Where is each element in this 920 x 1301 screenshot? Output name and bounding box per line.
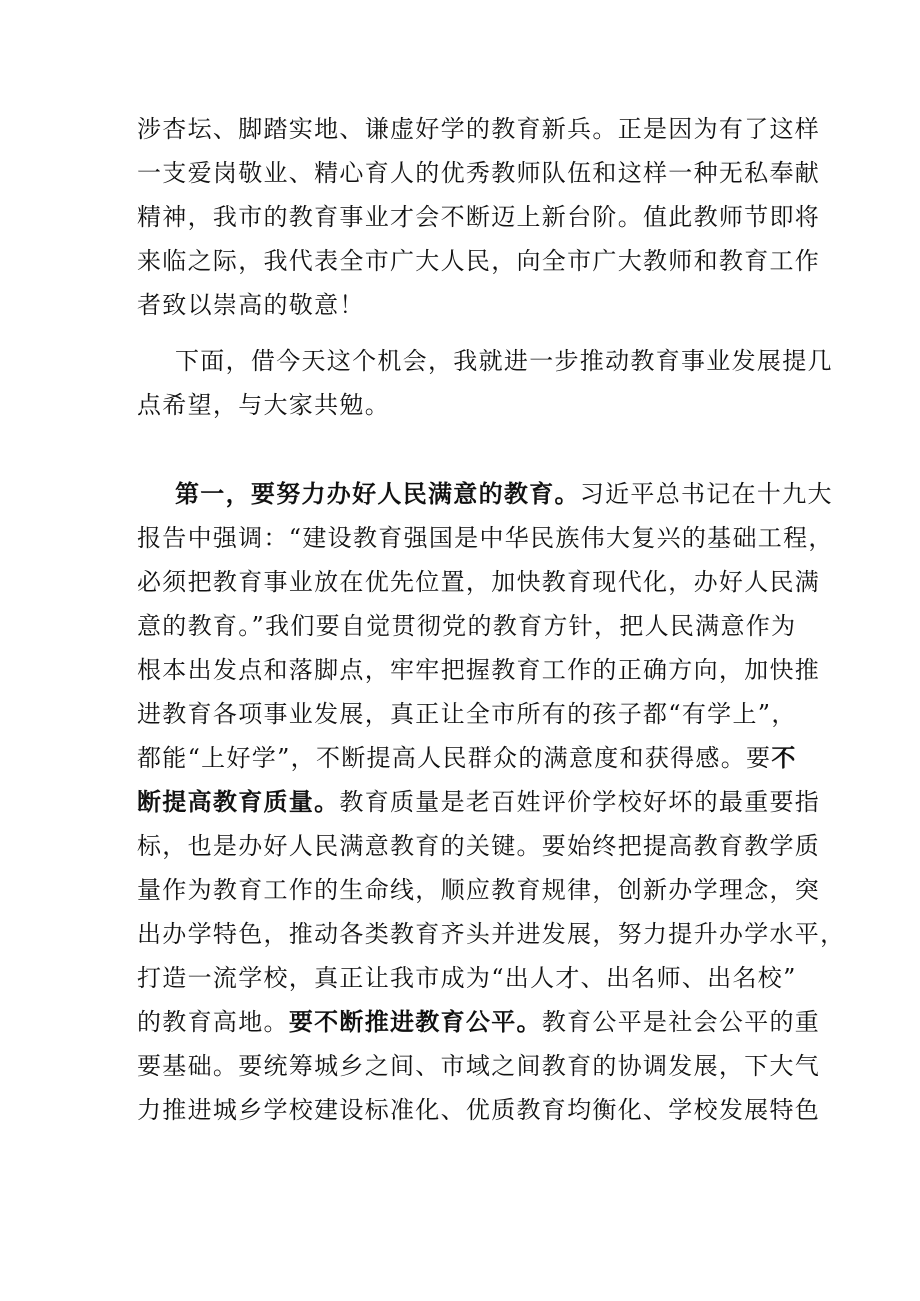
text-line: 出办学特色，推动各类教育齐头并进发展，努力提升办学水平， xyxy=(137,920,846,948)
text-line: 要基础。要统筹城乡之间、市域之间教育的协调发展，下大气 xyxy=(137,1052,821,1080)
text-line xyxy=(137,1000,821,1044)
text-span: 教育公平是社会公平的重 xyxy=(541,1008,821,1036)
text-line: 标，也是办好人民满意教育的关键。要始终把提高教育教学质 xyxy=(137,832,821,860)
text-line: 根本出发点和落脚点，牢牢把握教育工作的正确方向，加快推 xyxy=(137,656,821,684)
text-line: 量作为教育工作的生命线，顺应教育规律，创新办学理念，突 xyxy=(137,876,821,904)
text-span: 习近平总书记在十九大 xyxy=(579,480,833,508)
heading-point-one: 第一，要努力办好人民满意的教育。 xyxy=(175,480,580,508)
text-span: 教育质量是老百姓评价学校好坏的最重要指 xyxy=(339,788,821,816)
text-line xyxy=(137,736,797,780)
text-line: 力推进城乡学校建设标准化、优质教育均衡化、学校发展特色 xyxy=(137,1096,821,1124)
text-line: 来临之际，我代表全市广大人民，向全市广大教师和教育工作 xyxy=(137,247,821,275)
text-line: 一支爱岗敬业、精心育人的优秀教师队伍和这样一种无私奉献 xyxy=(137,159,821,187)
bold-phrase: 不 xyxy=(771,744,797,772)
text-line: 报告中强调：“建设教育强国是中华民族伟大复兴的基础工程， xyxy=(137,524,834,552)
text-line: 者致以崇高的敬意！ xyxy=(137,291,365,319)
text-line: 打造一流学校，真正让我市成为“出人才、出名师、出名校” xyxy=(137,964,797,992)
text-line xyxy=(137,780,821,824)
text-line: 精神，我市的教育事业才会不断迈上新台阶。值此教师节即将 xyxy=(137,203,821,231)
text-line: 必须把教育事业放在优先位置，加快教育现代化，办好人民满 xyxy=(137,568,821,596)
bold-phrase: 要不断推进教育公平。 xyxy=(288,1008,542,1036)
paragraph-3 xyxy=(137,472,846,1132)
text-line: 涉杏坛、脚踏实地、谦虚好学的教育新兵。正是因为有了这样 xyxy=(137,115,821,143)
text-line: 意的教育。”我们要自觉贯彻党的教育方针，把人民满意作为 xyxy=(137,612,797,640)
text-span: 的教育高地。 xyxy=(137,1008,289,1036)
text-span: 都能“上好学”，不断提高人民群众的满意度和获得感。要 xyxy=(137,744,772,772)
text-line: 下面，借今天这个机会，我就进一步推动教育事业发展提几 xyxy=(175,347,833,375)
paragraph-2 xyxy=(137,339,833,427)
paragraph-1 xyxy=(137,107,821,327)
bold-phrase: 断提高教育质量。 xyxy=(137,788,340,816)
text-line xyxy=(137,472,833,516)
text-line: 进教育各项事业发展，真正让全市所有的孩子都“有学上”， xyxy=(137,700,797,728)
text-line: 点希望，与大家共勉。 xyxy=(137,391,390,419)
